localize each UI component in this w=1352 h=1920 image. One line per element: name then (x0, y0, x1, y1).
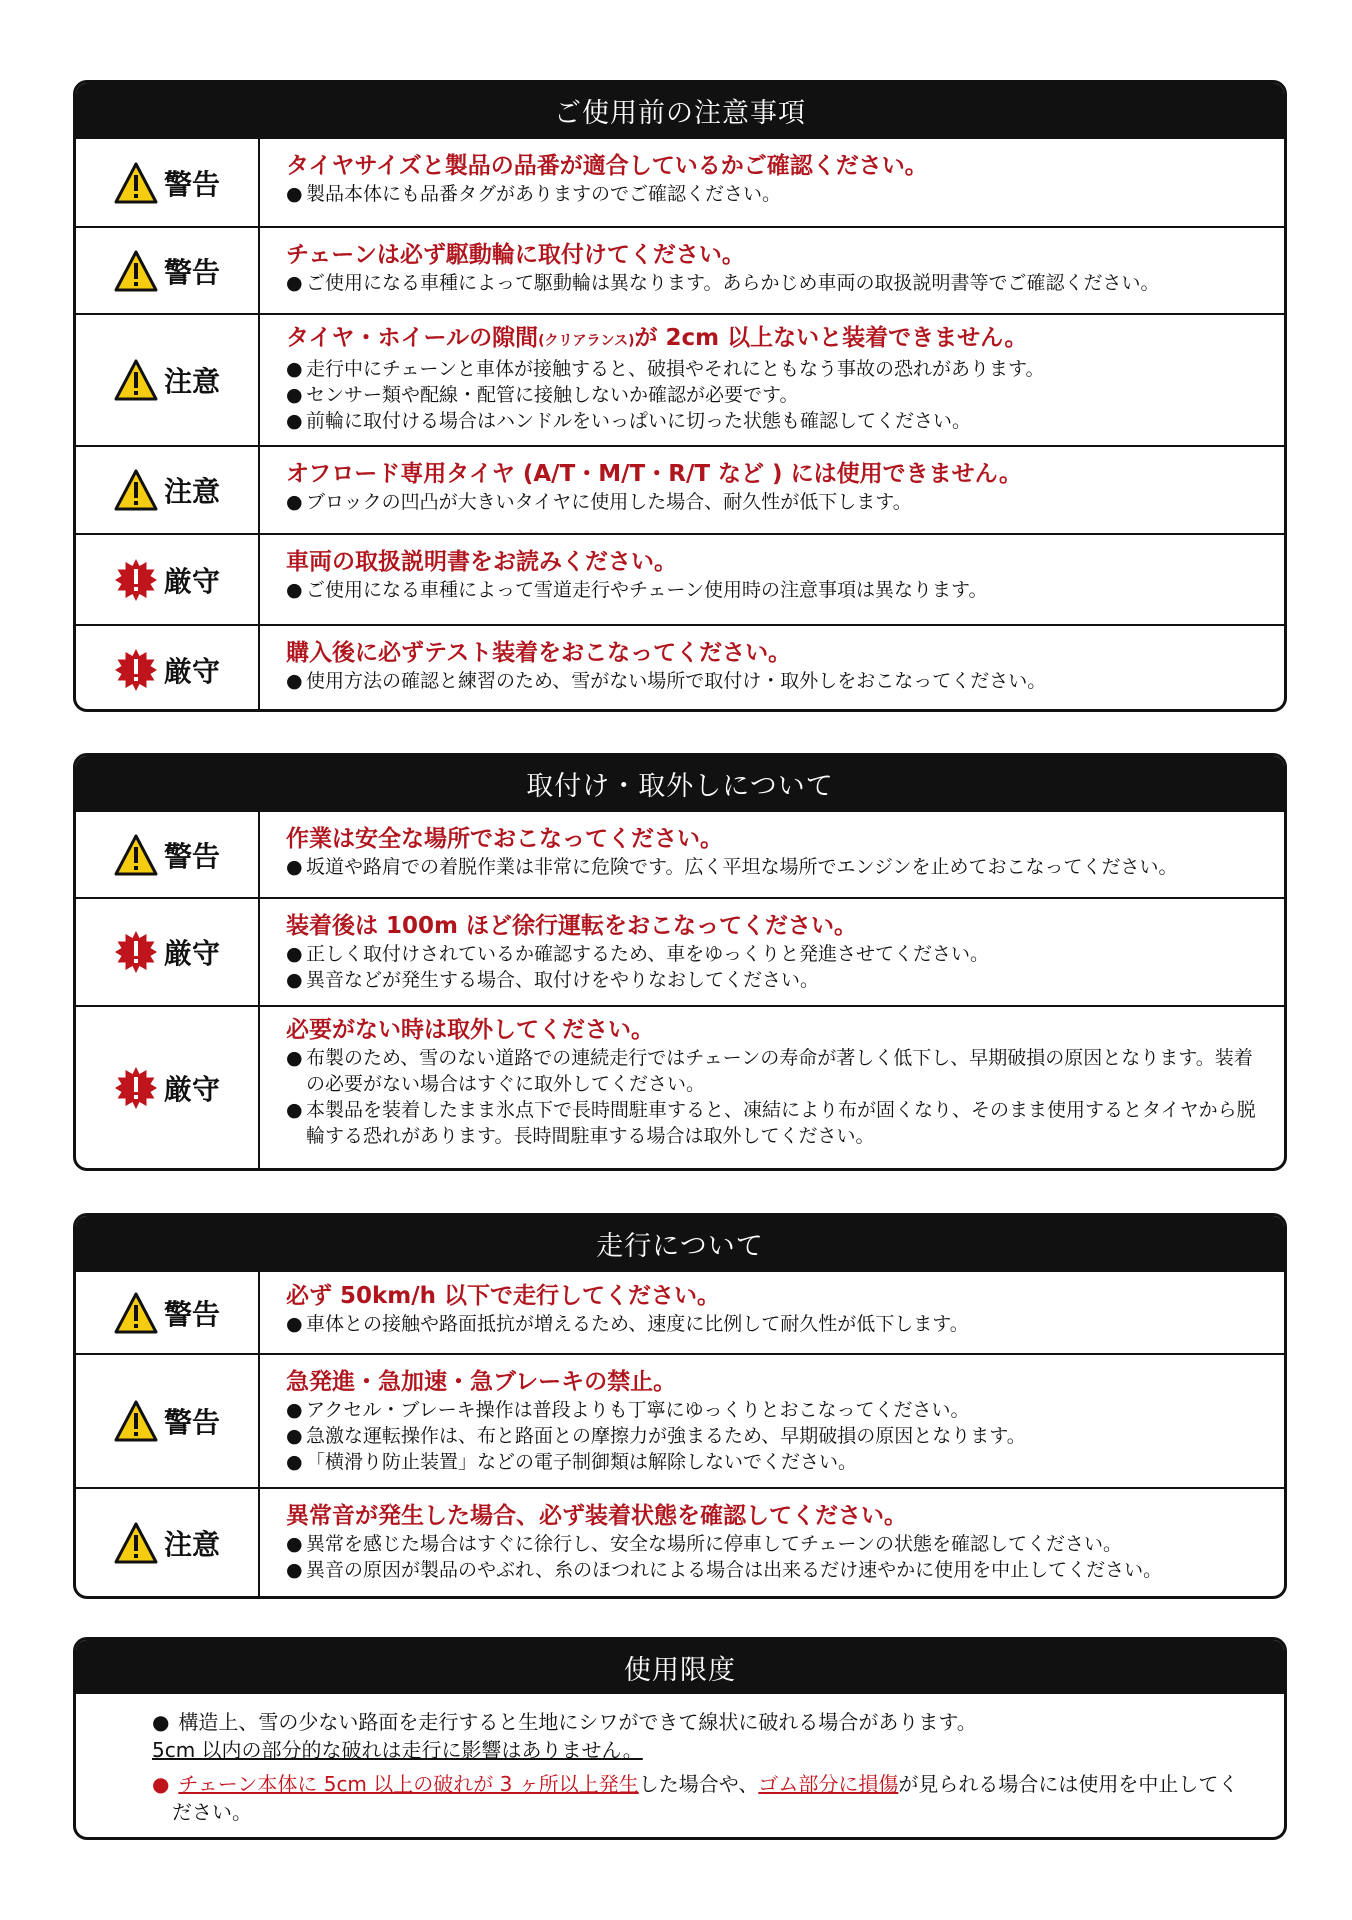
notice-note: ● ご使用になる車種によって駆動輪は異なります。あらかじめ車両の取扱説明書等でご確認ください。 (286, 270, 1270, 296)
notice-row (76, 226, 1284, 313)
section-usage-limit (73, 1637, 1287, 1840)
badge-label: 警告 (163, 839, 220, 873)
notice-content (260, 315, 1284, 445)
badge-mandatory (76, 626, 260, 712)
notice-row (76, 624, 1284, 712)
notice-content (260, 535, 1284, 624)
warning-triangle-icon (114, 1522, 158, 1564)
usage-limit-body (76, 1694, 1284, 1840)
section-driving (73, 1213, 1287, 1599)
notice-note: ● 本製品を装着したまま氷点下で長時間駐車すると、凍結により布が固くなり、そのまま使用するとタイヤから脱輪する恐れがあります。長時間駐車する場合は取外してください。 (286, 1097, 1270, 1149)
badge-label: 注意 (163, 1528, 220, 1561)
notice-headline: 必要がない時は取外してください。 (286, 1017, 654, 1043)
notice-content (260, 447, 1284, 533)
notice-content (260, 1355, 1284, 1487)
notice-note: ● センサー類や配線・配管に接触しないか確認が必要です。 (286, 382, 1270, 408)
badge-label: 厳守 (163, 564, 220, 598)
mandatory-burst-icon (114, 1066, 158, 1110)
notice-headline: 異常音が発生した場合、必ず装着状態を確認してください。 (286, 1503, 907, 1529)
mandatory-burst-icon (114, 648, 158, 692)
notice-note: ● 正しく取付けされているか確認するため、車をゆっくりと発進させてください。 (286, 941, 1270, 967)
limit-note (152, 1770, 1244, 1826)
badge-label: 警告 (163, 1297, 220, 1331)
notice-note: ● 「横滑り防止装置」などの電子制御類は解除しないでください。 (286, 1449, 1270, 1475)
notice-content (260, 899, 1284, 1005)
limit-note-text: した場合や、 (638, 1772, 759, 1796)
warning-triangle-icon (114, 1292, 158, 1334)
badge-label: 厳守 (163, 1072, 220, 1106)
notice-row (76, 1353, 1284, 1487)
badge-caution (76, 315, 260, 445)
notice-headline: オフロード専用タイヤ (A/T・M/T・R/T など ) には使用できません。 (286, 461, 1022, 487)
notice-row (76, 810, 1284, 897)
badge-label: 注意 (163, 475, 220, 508)
notice-headline (286, 323, 1270, 356)
badge-label: 注意 (163, 365, 220, 398)
notice-content (260, 1489, 1284, 1597)
notice-note: ● 前輪に取付ける場合はハンドルをいっぱいに切った状態も確認してください。 (286, 408, 1270, 434)
section-before-use (73, 80, 1287, 712)
section-title: ご使用前の注意事項 (76, 83, 1284, 137)
limit-note-text: が見られる場合には使用を中止してください。 (172, 1772, 1239, 1824)
limit-red-text: チェーン本体に 5cm 以上の破れが 3 ヶ所以上発生 (178, 1772, 639, 1796)
notice-row (76, 1005, 1284, 1168)
badge-label: 警告 (163, 167, 220, 201)
notice-content (260, 228, 1284, 313)
notice-content (260, 1272, 1284, 1353)
badge-warning (76, 1272, 260, 1353)
notice-headline: 装着後は 100m ほど徐行運転をおこなってください。 (286, 913, 857, 939)
badge-warning (76, 139, 260, 226)
notice-note: ● 使用方法の確認と練習のため、雪がない場所で取付け・取外しをおこなってください。 (286, 668, 1270, 694)
badge-caution (76, 447, 260, 533)
notice-note: ● ブロックの凹凸が大きいタイヤに使用した場合、耐久性が低下します。 (286, 489, 1270, 515)
notice-row (76, 533, 1284, 624)
notice-headline: タイヤサイズと製品の品番が適合しているかご確認ください。 (286, 153, 928, 179)
notice-note: ● 急激な運転操作は、布と路面との摩擦力が強まるため、早期破損の原因となります。 (286, 1423, 1270, 1449)
notice-content (260, 812, 1284, 897)
notice-note: ● 坂道や路肩での着脱作業は非常に危険です。広く平坦な場所でエンジンを止めておこなってください。 (286, 854, 1270, 880)
section-title: 取付け・取外しについて (76, 756, 1284, 810)
notice-note: ● 異音などが発生する場合、取付けをやりなおしてください。 (286, 967, 1270, 993)
notice-content (260, 626, 1284, 712)
notice-row (76, 897, 1284, 1005)
notice-row (76, 313, 1284, 445)
notice-note: ● 車体との接触や路面抵抗が増えるため、速度に比例して耐久性が低下します。 (286, 1311, 1270, 1337)
badge-label: 警告 (163, 1406, 220, 1439)
notice-note: ● 布製のため、雪のない道路での連続走行ではチェーンの寿命が著しく低下し、早期破損の原因となります。装着の必要がない場合はすぐに取外してください。 (286, 1045, 1270, 1097)
warning-triangle-icon (114, 1400, 158, 1442)
notice-row (76, 1270, 1284, 1353)
section-mounting (73, 753, 1287, 1171)
limit-note-text: 構造上、雪の少ない路面を走行すると生地にシワができて線状に破れる場合があります。 (178, 1710, 977, 1734)
mandatory-burst-icon (114, 558, 158, 602)
notice-note: ● ご使用になる車種によって雪道走行やチェーン使用時の注意事項は異なります。 (286, 577, 1270, 603)
notice-content (260, 139, 1284, 226)
badge-warning (76, 812, 260, 897)
badge-caution (76, 1489, 260, 1597)
warning-triangle-icon (114, 359, 158, 401)
notice-headline: チェーンは必ず駆動輪に取付けてください。 (286, 242, 745, 268)
warning-triangle-icon (114, 834, 158, 876)
badge-mandatory (76, 535, 260, 624)
notice-note: ● 製品本体にも品番タグがありますのでご確認ください。 (286, 181, 1270, 207)
badge-label: 警告 (163, 255, 220, 289)
headline-part: タイヤ・ホイールの隙間 (286, 325, 539, 351)
notice-note: ● 異音の原因が製品のやぶれ、糸のほつれによる場合は出来るだけ速やかに使用を中止してください。 (286, 1557, 1270, 1583)
warning-triangle-icon (114, 162, 158, 204)
badge-label: 厳守 (163, 937, 220, 970)
section-title: 使用限度 (76, 1640, 1284, 1694)
badge-warning (76, 228, 260, 313)
notice-content (260, 1007, 1284, 1168)
notice-row (76, 445, 1284, 533)
notice-headline: 車両の取扱説明書をお読みください。 (286, 549, 677, 575)
badge-mandatory (76, 899, 260, 1005)
headline-small: (クリアランス) (538, 333, 635, 349)
notice-headline: 作業は安全な場所でおこなってください。 (286, 826, 723, 852)
warning-triangle-icon (114, 250, 158, 292)
notice-headline: 購入後に必ずテスト装着をおこなってください。 (286, 640, 792, 666)
notice-note: ● アクセル・ブレーキ操作は普段よりも丁寧にゆっくりとおこなってください。 (286, 1397, 1270, 1423)
notice-headline: 急発進・急加速・急ブレーキの禁止。 (286, 1369, 677, 1395)
notice-note: ● 異常を感じた場合はすぐに徐行し、安全な場所に停車してチェーンの状態を確認してください。 (286, 1531, 1270, 1557)
badge-mandatory (76, 1007, 260, 1168)
mandatory-burst-icon (114, 930, 158, 974)
limit-red-text: ゴム部分に損傷 (758, 1772, 899, 1796)
section-title: 走行について (76, 1216, 1284, 1270)
limit-note (152, 1708, 1244, 1764)
warning-triangle-icon (114, 469, 158, 511)
notice-row (76, 137, 1284, 226)
notice-headline: 必ず 50km/h 以下で走行してください。 (286, 1283, 721, 1309)
headline-part: が 2cm 以上ないと装着できません。 (634, 325, 1028, 351)
badge-warning (76, 1355, 260, 1487)
notice-note: ● 走行中にチェーンと車体が接触すると、破損やそれにともなう事故の恐れがあります。 (286, 356, 1270, 382)
notice-row (76, 1487, 1284, 1597)
limit-note-underlined: 5cm 以内の部分的な破れは走行に影響はありません。 (152, 1738, 643, 1762)
badge-label: 厳守 (163, 654, 220, 688)
